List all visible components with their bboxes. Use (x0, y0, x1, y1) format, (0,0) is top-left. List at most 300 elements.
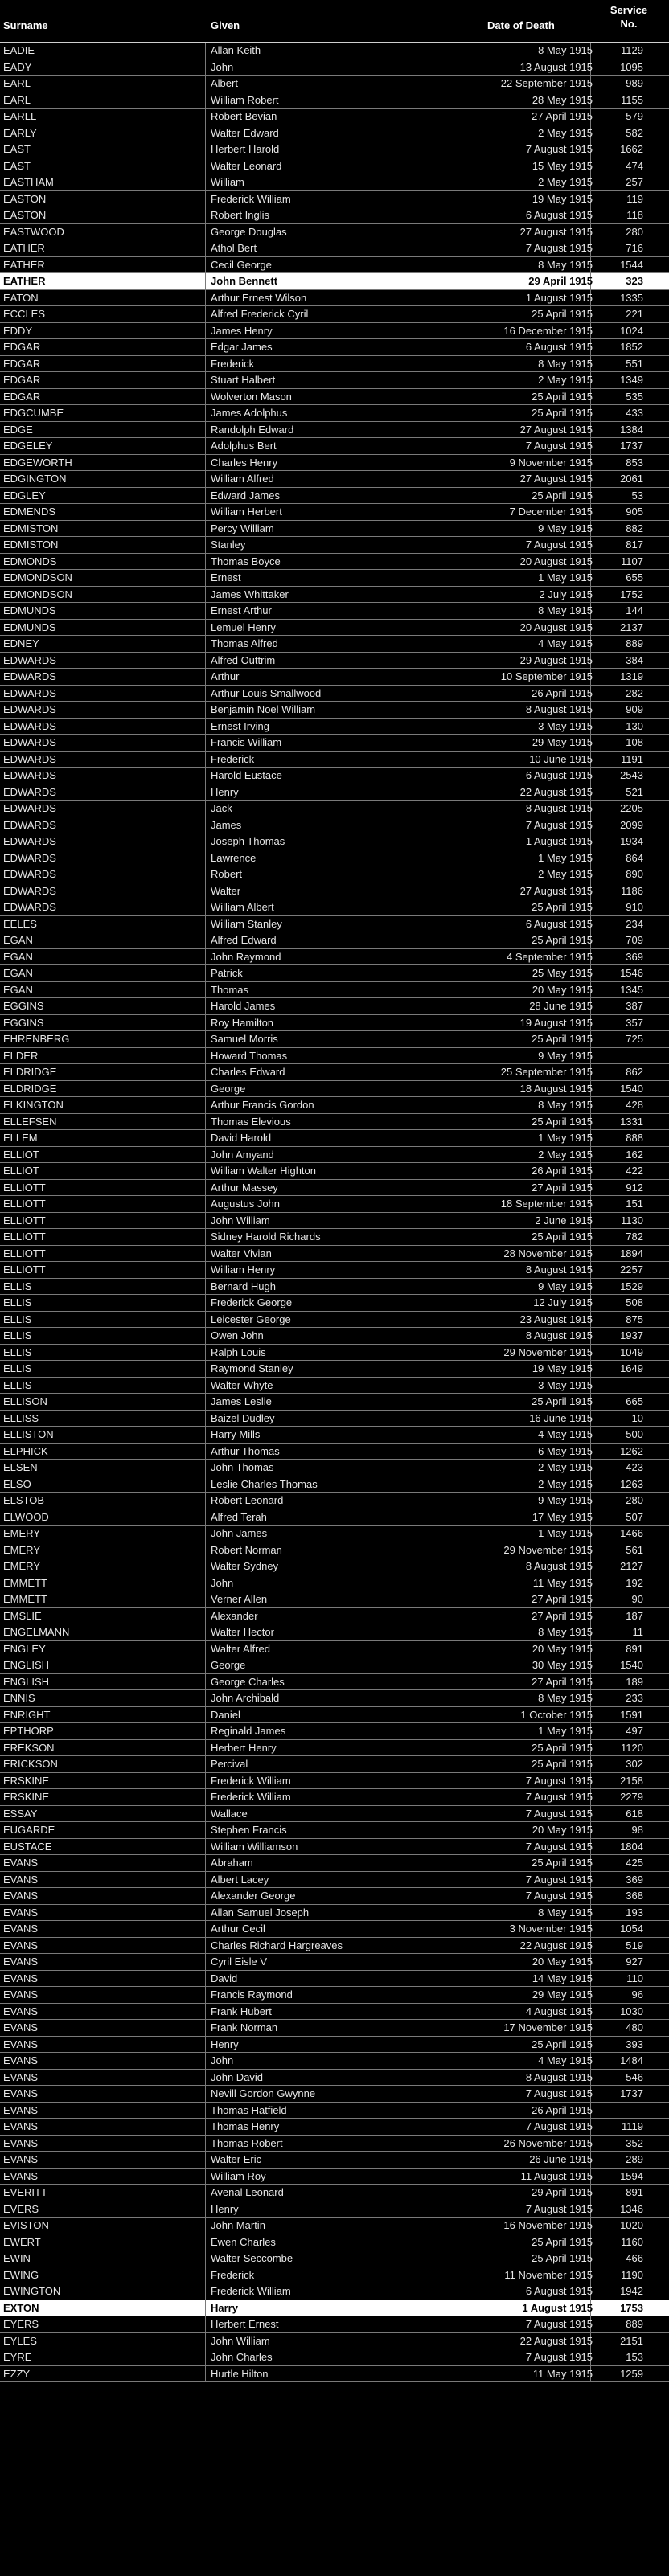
column-divider (205, 59, 206, 76)
column-divider (205, 1756, 206, 1772)
table-row (0, 801, 669, 817)
date-cell: 1 May 1915 (538, 851, 593, 864)
surname-cell: ENGLISH (3, 1675, 50, 1688)
given-cell: Albert (211, 77, 238, 89)
given-cell: Charles Henry (211, 456, 278, 469)
column-divider (205, 76, 206, 92)
surname-cell: EXTON (3, 2301, 39, 2314)
column-divider (205, 620, 206, 636)
table-row (0, 438, 669, 455)
table-row (0, 1180, 669, 1197)
column-divider (205, 1196, 206, 1212)
given-cell: John (211, 1576, 234, 1589)
given-cell: William Alfred (211, 473, 274, 485)
surname-cell: ELDRIDGE (3, 1066, 57, 1078)
service-no-cell: 96 (631, 1988, 643, 2001)
surname-cell: EDGEWORTH (3, 456, 72, 469)
service-no-cell: 1335 (620, 291, 643, 304)
service-no-cell: 1349 (620, 374, 643, 386)
surname-cell: EDGINGTON (3, 473, 67, 485)
surname-cell: ELLIOT (3, 1148, 39, 1161)
given-cell: John William (211, 2334, 270, 2347)
service-no-cell: 118 (626, 209, 643, 221)
service-no-cell: 618 (626, 1807, 643, 1820)
date-cell: 1 May 1915 (538, 571, 593, 584)
column-divider (205, 1295, 206, 1311)
given-cell: Walter Whyte (211, 1378, 273, 1391)
given-cell: Baizel Dudley (211, 1411, 275, 1424)
given-cell: John Archibald (211, 1692, 280, 1704)
date-cell: 1 August 1915 (525, 835, 593, 847)
surname-cell: EGAN (3, 934, 33, 946)
given-cell: Thomas Elevious (211, 1115, 291, 1128)
table-row (0, 2103, 669, 2119)
given-cell: Howard Thomas (211, 1049, 288, 1062)
table-row (0, 59, 669, 76)
given-cell: Arthur (211, 670, 240, 682)
service-no-cell: 1484 (620, 2054, 643, 2066)
header-service-no (605, 3, 653, 31)
given-cell: Alexander George (211, 1890, 296, 1902)
table-row (0, 899, 669, 916)
date-cell: 7 August 1915 (525, 1840, 593, 1853)
column-divider (205, 2070, 206, 2086)
surname-cell: ELDRIDGE (3, 1082, 57, 1095)
surname-cell: ELLIS (3, 1378, 32, 1391)
column-divider (205, 191, 206, 207)
column-divider (205, 2053, 206, 2069)
date-cell: 8 August 1915 (525, 2070, 593, 2083)
column-divider (205, 1081, 206, 1097)
date-cell: 2 May 1915 (538, 1477, 593, 1490)
column-divider (205, 2201, 206, 2218)
service-no-cell: 1160 (621, 2235, 643, 2248)
given-cell: Samuel Morris (211, 1033, 278, 1045)
column-divider (205, 2086, 206, 2102)
column-divider (205, 2267, 206, 2283)
surname-cell: EVERS (3, 2202, 39, 2215)
header-surname: Surname (3, 19, 48, 31)
service-no-cell: 2137 (620, 620, 643, 633)
date-cell: 2 May 1915 (538, 126, 593, 139)
given-cell: Stuart Halbert (211, 374, 276, 386)
surname-cell: EDMUNDS (3, 620, 56, 633)
column-divider (205, 603, 206, 619)
column-divider (205, 1163, 206, 1179)
surname-cell: EPTHORP (3, 1725, 54, 1737)
column-divider (205, 686, 206, 702)
service-no-cell: 1155 (621, 93, 643, 106)
surname-cell: EMERY (3, 1543, 40, 1556)
service-no-cell: 393 (626, 2037, 643, 2050)
surname-cell: EARL (3, 77, 31, 89)
date-cell: 3 May 1915 (538, 719, 593, 732)
table-row (0, 109, 669, 125)
service-no-cell: 193 (626, 1906, 643, 1919)
column-divider (205, 2152, 206, 2168)
date-cell: 27 April 1915 (532, 110, 593, 122)
surname-cell: EUSTACE (3, 1840, 52, 1853)
service-no-cell: 289 (626, 2153, 643, 2165)
surname-cell: EASTHAM (3, 176, 54, 188)
surname-cell: ELLIOTT (3, 1214, 46, 1227)
surname-cell: EWIN (3, 2252, 31, 2264)
date-cell: 27 August 1915 (519, 884, 593, 897)
table-row (0, 2136, 669, 2152)
surname-cell: EMERY (3, 1527, 40, 1539)
given-cell: John Bennett (211, 275, 278, 287)
surname-cell: EDDY (3, 324, 33, 337)
given-cell: John (211, 2054, 234, 2066)
service-no-cell: 1752 (620, 588, 643, 600)
surname-cell: EDMUNDS (3, 604, 56, 616)
given-cell: Abraham (211, 1857, 253, 1869)
surname-cell: ELLEFSEN (3, 1115, 57, 1128)
given-cell: George (211, 1659, 246, 1671)
given-cell: James (211, 818, 242, 831)
surname-cell: EVANS (3, 1873, 39, 1886)
date-cell: 7 August 1915 (525, 1774, 593, 1787)
date-cell: 27 April 1915 (532, 1593, 593, 1605)
surname-cell: EASTON (3, 192, 47, 205)
service-no-cell: 989 (626, 77, 643, 89)
table-row (0, 686, 669, 702)
column-divider (205, 1789, 206, 1805)
given-cell: William Henry (211, 1263, 276, 1276)
service-no-cell: 853 (626, 456, 643, 469)
given-cell: Walter (211, 884, 241, 897)
service-no-cell: 927 (626, 1956, 643, 1968)
surname-cell: EGGINS (3, 1000, 44, 1012)
surname-cell: EDWARDS (3, 653, 56, 666)
given-cell: Frederick George (211, 1296, 293, 1308)
column-divider (205, 339, 206, 355)
given-cell: Wolverton Mason (211, 390, 292, 403)
surname-cell: EHRENBERG (3, 1033, 70, 1045)
date-cell: 7 August 1915 (525, 1873, 593, 1886)
table-row (0, 1279, 669, 1296)
surname-cell: EDGCUMBE (3, 407, 64, 419)
surname-cell: ELLIOT (3, 1165, 39, 1177)
service-no-cell: 1934 (620, 835, 643, 847)
table-row (0, 1822, 669, 1839)
service-no-cell: 384 (626, 653, 643, 666)
column-divider (205, 1971, 206, 1987)
date-cell: 8 August 1915 (525, 1263, 593, 1276)
column-divider (205, 537, 206, 553)
column-divider (205, 1015, 206, 1031)
date-cell: 2 May 1915 (538, 868, 593, 880)
service-no-cell: 192 (626, 1576, 643, 1589)
table-row (0, 982, 669, 999)
date-cell: 2 May 1915 (538, 176, 593, 188)
service-no-cell: 1594 (620, 2169, 643, 2182)
table-row (0, 488, 669, 505)
service-no-cell: 98 (631, 1824, 643, 1836)
service-no-cell: 1529 (620, 1280, 643, 1292)
given-cell: Stephen Francis (211, 1824, 287, 1836)
table-row (0, 1196, 669, 1213)
service-no-cell: 890 (626, 868, 643, 880)
column-divider (205, 1180, 206, 1196)
table-row (0, 1048, 669, 1065)
surname-cell: EGGINS (3, 1016, 44, 1029)
surname-cell: EVANS (3, 1956, 39, 1968)
date-cell: 7 August 1915 (525, 242, 593, 254)
column-divider (205, 1064, 206, 1080)
surname-cell: EDGAR (3, 390, 41, 403)
date-cell: 8 August 1915 (525, 1329, 593, 1341)
surname-cell: EADY (3, 60, 32, 73)
surname-cell: EMMETT (3, 1576, 47, 1589)
date-cell: 1 May 1915 (538, 1725, 593, 1737)
column-divider (205, 850, 206, 866)
date-cell: 7 August 1915 (525, 2120, 593, 2132)
table-row (0, 1361, 669, 1378)
given-cell: Athol Bert (211, 242, 257, 254)
table-row (0, 2119, 669, 2136)
table-row (0, 2283, 669, 2300)
service-no-cell: 500 (626, 1428, 643, 1440)
date-cell: 25 April 1915 (532, 2252, 593, 2264)
date-cell: 28 May 1915 (532, 93, 593, 106)
column-divider (205, 982, 206, 998)
column-divider (205, 2119, 206, 2135)
column-divider (205, 1279, 206, 1295)
table-row (0, 1262, 669, 1279)
given-cell: Charles Richard Hargreaves (211, 1939, 343, 1951)
column-divider (205, 109, 206, 125)
given-cell: William Williamson (211, 1840, 298, 1853)
column-divider (205, 1114, 206, 1130)
surname-cell: EVANS (3, 1972, 39, 1984)
date-cell: 27 August 1915 (519, 423, 593, 436)
service-no-cell: 1937 (620, 1329, 643, 1341)
given-cell: Thomas Hatfield (211, 2103, 287, 2116)
service-no-cell: 2257 (620, 1263, 643, 1276)
given-cell: William Roy (211, 2169, 266, 2182)
surname-cell: EDWARDS (3, 868, 56, 880)
surname-cell: ELSEN (3, 1461, 38, 1473)
date-cell: 30 May 1915 (532, 1659, 593, 1671)
surname-cell: EASTWOOD (3, 225, 64, 238)
surname-cell: ENGELMANN (3, 1626, 70, 1638)
given-cell: Frederick (211, 357, 255, 370)
service-no-cell: 889 (626, 2318, 643, 2330)
date-cell: 23 August 1915 (519, 1313, 593, 1325)
surname-cell: ELLIS (3, 1362, 32, 1374)
column-divider (205, 1427, 206, 1443)
service-no-cell: 1129 (621, 44, 643, 56)
column-divider (205, 587, 206, 603)
service-no-cell: 423 (626, 1461, 643, 1473)
table-row (0, 2086, 669, 2103)
date-cell: 22 August 1915 (519, 785, 593, 798)
surname-cell: EVANS (3, 1857, 39, 1869)
given-cell: Frank Hubert (211, 2005, 272, 2017)
column-divider (205, 2349, 206, 2365)
given-cell: John Amyand (211, 1148, 274, 1161)
column-divider (205, 1723, 206, 1739)
service-no-cell: 1591 (620, 1708, 643, 1721)
surname-cell: ELLISS (3, 1411, 39, 1424)
given-cell: Ewen Charles (211, 2235, 276, 2248)
given-cell: Harold Eustace (211, 769, 282, 781)
given-cell: Thomas Robert (211, 2136, 283, 2149)
table-row (0, 1411, 669, 1427)
surname-cell: EMSLIE (3, 1609, 42, 1622)
column-divider (205, 1411, 206, 1427)
date-cell: 11 August 1915 (520, 2169, 593, 2182)
table-row (0, 1740, 669, 1757)
given-cell: Arthur Thomas (211, 1444, 280, 1457)
table-row (0, 1378, 669, 1394)
column-divider (205, 323, 206, 339)
given-cell: Raymond Stanley (211, 1362, 293, 1374)
date-cell: 28 June 1915 (529, 1000, 593, 1012)
service-no-cell: 233 (626, 1692, 643, 1704)
given-cell: Allan Keith (211, 44, 261, 56)
date-cell: 8 August 1915 (525, 1560, 593, 1572)
column-divider (205, 1147, 206, 1163)
surname-cell: EDWARDS (3, 835, 56, 847)
given-cell: George Douglas (211, 225, 287, 238)
surname-cell: ELLIOTT (3, 1247, 46, 1259)
given-cell: William Albert (211, 901, 274, 913)
given-cell: Augustus John (211, 1198, 281, 1210)
table-row (0, 125, 669, 142)
date-cell: 29 November 1915 (503, 1345, 593, 1358)
table-row (0, 273, 669, 290)
given-cell: Verner Allen (211, 1593, 268, 1605)
given-cell: William (211, 176, 244, 188)
surname-cell: ELWOOD (3, 1510, 49, 1523)
service-no-cell: 2151 (620, 2334, 643, 2347)
given-cell: Alexander (211, 1609, 258, 1622)
surname-cell: EDMONDS (3, 555, 57, 567)
column-divider (205, 1591, 206, 1607)
table-row (0, 1987, 669, 2004)
service-no-cell: 912 (626, 1181, 643, 1194)
surname-cell: EVANS (3, 1906, 39, 1919)
date-cell: 7 August 1915 (525, 818, 593, 831)
surname-cell: EYLES (3, 2334, 37, 2347)
service-no-cell: 521 (626, 785, 643, 798)
column-divider (205, 2020, 206, 2036)
column-divider (205, 1460, 206, 1476)
given-cell: Hurtle Hilton (211, 2367, 269, 2380)
date-cell: 9 May 1915 (538, 522, 593, 534)
column-divider (205, 2366, 206, 2382)
service-no-cell: 497 (626, 1725, 643, 1737)
table-row (0, 1312, 669, 1329)
table-row (0, 76, 669, 92)
given-cell: James Leslie (211, 1395, 272, 1407)
service-no-cell: 579 (626, 110, 643, 122)
column-divider (205, 1097, 206, 1113)
date-cell: 29 April 1915 (532, 2186, 593, 2198)
given-cell: Arthur Ernest Wilson (211, 291, 307, 304)
table-row (0, 141, 669, 158)
date-cell: 6 August 1915 (525, 2285, 593, 2297)
given-cell: Walter Alfred (211, 1642, 270, 1655)
given-cell: Cecil George (211, 258, 272, 271)
date-cell: 29 November 1915 (503, 1543, 593, 1556)
table-row (0, 372, 669, 389)
table-row (0, 1954, 669, 1971)
column-divider (205, 1526, 206, 1542)
date-cell: 16 November 1915 (503, 2219, 593, 2231)
surname-cell: EDWARDS (3, 719, 56, 732)
table-row (0, 1707, 669, 1724)
given-cell: Frederick William (211, 1791, 291, 1803)
date-cell: 2 May 1915 (538, 374, 593, 386)
table-row (0, 2201, 669, 2218)
column-divider (205, 801, 206, 817)
table-row (0, 1064, 669, 1081)
date-cell: 25 April 1915 (532, 489, 593, 502)
given-cell: James Adolphus (211, 407, 288, 419)
surname-cell: EELES (3, 917, 37, 930)
given-cell: William Stanley (211, 917, 282, 930)
table-row (0, 1526, 669, 1542)
date-cell: 4 August 1915 (525, 2005, 593, 2017)
table-row (0, 916, 669, 933)
date-cell: 27 August 1915 (519, 225, 593, 238)
surname-cell: EARL (3, 93, 31, 106)
surname-cell: ESSAY (3, 1807, 38, 1820)
service-no-cell: 387 (626, 1000, 643, 1012)
given-cell: John James (211, 1527, 268, 1539)
table-row (0, 240, 669, 257)
service-no-cell: 1466 (620, 1527, 643, 1539)
service-no-cell: 1130 (621, 1214, 643, 1227)
column-divider (205, 2169, 206, 2185)
date-cell: 7 August 1915 (525, 143, 593, 155)
given-cell: Francis Raymond (211, 1988, 293, 2001)
service-no-cell: 665 (626, 1395, 643, 1407)
date-cell: 2 July 1915 (539, 588, 593, 600)
column-divider (205, 1558, 206, 1575)
column-divider (205, 43, 206, 59)
column-divider (205, 224, 206, 240)
column-divider (205, 570, 206, 586)
service-no-cell: 90 (631, 1593, 643, 1605)
date-cell: 25 April 1915 (532, 934, 593, 946)
service-no-cell: 1263 (620, 1477, 643, 1490)
column-divider (205, 669, 206, 685)
given-cell: Allan Samuel Joseph (211, 1906, 310, 1919)
surname-cell: EYERS (3, 2318, 39, 2330)
surname-cell: EATON (3, 291, 39, 304)
service-no-cell: 119 (626, 192, 643, 205)
date-cell: 20 May 1915 (532, 1956, 593, 1968)
column-divider (205, 1130, 206, 1146)
date-cell: 20 May 1915 (532, 1824, 593, 1836)
table-row (0, 833, 669, 850)
table-row (0, 290, 669, 307)
service-no-cell: 1319 (620, 670, 643, 682)
service-no-cell: 108 (626, 736, 643, 748)
header-given: Given (211, 19, 240, 31)
service-no-cell: 1852 (620, 341, 643, 353)
given-cell: Lemuel Henry (211, 620, 276, 633)
date-cell: 10 June 1915 (529, 752, 593, 765)
date-cell: 4 September 1915 (507, 950, 593, 963)
table-row (0, 1971, 669, 1988)
service-no-cell: 153 (626, 2351, 643, 2363)
given-cell: Edward James (211, 489, 280, 502)
